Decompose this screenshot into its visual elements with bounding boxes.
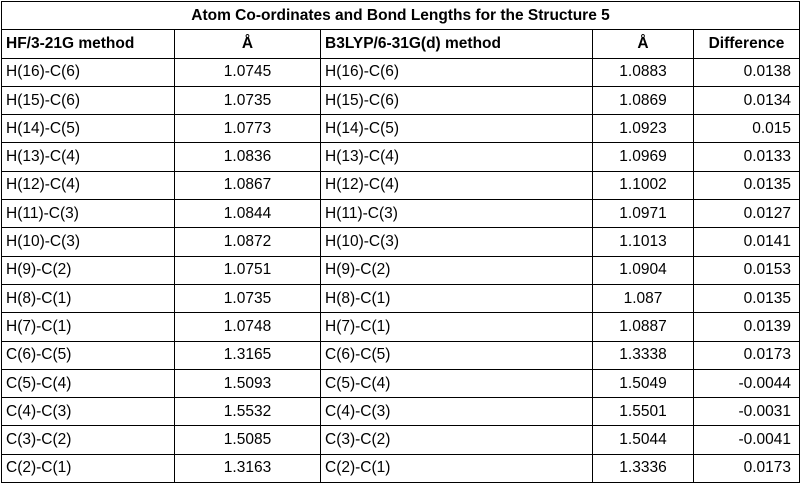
b3lyp-bond-cell: H(12)-C(4) [321, 171, 593, 199]
hf-bond-cell: H(11)-C(3) [2, 200, 175, 228]
difference-cell: 0.0173 [694, 341, 800, 369]
difference-cell: 0.0141 [694, 228, 800, 256]
table-row [2, 313, 800, 341]
bond-length-table [1, 1, 800, 483]
hf-length-cell: 1.0751 [175, 256, 321, 284]
table-row [2, 200, 800, 228]
b3lyp-length-cell: 1.0971 [593, 200, 694, 228]
b3lyp-length-cell: 1.087 [593, 284, 694, 312]
table-row [2, 369, 800, 397]
b3lyp-bond-cell: H(14)-C(5) [321, 115, 593, 143]
hf-bond-cell: H(7)-C(1) [2, 313, 175, 341]
b3lyp-bond-cell: C(6)-C(5) [321, 341, 593, 369]
difference-cell: -0.0031 [694, 398, 800, 426]
title-row [2, 2, 800, 30]
difference-cell: 0.0173 [694, 454, 800, 482]
hf-bond-cell: C(3)-C(2) [2, 426, 175, 454]
hf-bond-cell: H(16)-C(6) [2, 58, 175, 86]
difference-cell: 0.0134 [694, 86, 800, 114]
b3lyp-bond-cell: C(3)-C(2) [321, 426, 593, 454]
b3lyp-length-cell: 1.0883 [593, 58, 694, 86]
difference-cell: 0.0127 [694, 200, 800, 228]
hf-bond-cell: H(10)-C(3) [2, 228, 175, 256]
table-row [2, 341, 800, 369]
hf-length-cell: 1.0748 [175, 313, 321, 341]
difference-cell: 0.015 [694, 115, 800, 143]
table-body [2, 58, 800, 482]
header-hf-method: HF/3-21G method [2, 30, 175, 58]
hf-bond-cell: H(14)-C(5) [2, 115, 175, 143]
b3lyp-length-cell: 1.0869 [593, 86, 694, 114]
hf-length-cell: 1.5532 [175, 398, 321, 426]
table-row [2, 256, 800, 284]
hf-length-cell: 1.3163 [175, 454, 321, 482]
b3lyp-bond-cell: C(2)-C(1) [321, 454, 593, 482]
table-row [2, 454, 800, 482]
hf-length-cell: 1.0836 [175, 143, 321, 171]
b3lyp-length-cell: 1.1002 [593, 171, 694, 199]
hf-length-cell: 1.0844 [175, 200, 321, 228]
table-row [2, 58, 800, 86]
b3lyp-bond-cell: H(16)-C(6) [321, 58, 593, 86]
hf-bond-cell: H(15)-C(6) [2, 86, 175, 114]
b3lyp-bond-cell: H(13)-C(4) [321, 143, 593, 171]
b3lyp-length-cell: 1.5049 [593, 369, 694, 397]
difference-cell: -0.0044 [694, 369, 800, 397]
b3lyp-bond-cell: H(9)-C(2) [321, 256, 593, 284]
difference-cell: 0.0153 [694, 256, 800, 284]
header-difference: Difference [694, 30, 800, 58]
difference-cell: 0.0135 [694, 171, 800, 199]
hf-length-cell: 1.0745 [175, 58, 321, 86]
b3lyp-bond-cell: H(11)-C(3) [321, 200, 593, 228]
b3lyp-bond-cell: H(15)-C(6) [321, 86, 593, 114]
b3lyp-bond-cell: C(5)-C(4) [321, 369, 593, 397]
difference-cell: 0.0138 [694, 58, 800, 86]
hf-length-cell: 1.0735 [175, 86, 321, 114]
b3lyp-length-cell: 1.0904 [593, 256, 694, 284]
hf-bond-cell: H(12)-C(4) [2, 171, 175, 199]
b3lyp-length-cell: 1.3336 [593, 454, 694, 482]
header-hf-angstrom: Å [175, 30, 321, 58]
table-row [2, 284, 800, 312]
b3lyp-length-cell: 1.0887 [593, 313, 694, 341]
hf-length-cell: 1.5093 [175, 369, 321, 397]
hf-bond-cell: C(2)-C(1) [2, 454, 175, 482]
b3lyp-length-cell: 1.5044 [593, 426, 694, 454]
hf-length-cell: 1.0872 [175, 228, 321, 256]
difference-cell: 0.0135 [694, 284, 800, 312]
b3lyp-length-cell: 1.3338 [593, 341, 694, 369]
table-row [2, 143, 800, 171]
table-row [2, 426, 800, 454]
table-title: Atom Co-ordinates and Bond Lengths for the Structure 5 [2, 2, 800, 30]
hf-bond-cell: H(13)-C(4) [2, 143, 175, 171]
header-row [2, 30, 800, 58]
b3lyp-length-cell: 1.5501 [593, 398, 694, 426]
b3lyp-bond-cell: C(4)-C(3) [321, 398, 593, 426]
b3lyp-bond-cell: H(7)-C(1) [321, 313, 593, 341]
difference-cell: 0.0133 [694, 143, 800, 171]
b3lyp-bond-cell: H(8)-C(1) [321, 284, 593, 312]
b3lyp-length-cell: 1.0923 [593, 115, 694, 143]
table-row [2, 171, 800, 199]
hf-length-cell: 1.0735 [175, 284, 321, 312]
header-b3lyp-method: B3LYP/6-31G(d) method [321, 30, 593, 58]
header-b3lyp-angstrom: Å [593, 30, 694, 58]
hf-bond-cell: H(8)-C(1) [2, 284, 175, 312]
table-row [2, 115, 800, 143]
b3lyp-bond-cell: H(10)-C(3) [321, 228, 593, 256]
difference-cell: 0.0139 [694, 313, 800, 341]
hf-bond-cell: C(6)-C(5) [2, 341, 175, 369]
b3lyp-length-cell: 1.0969 [593, 143, 694, 171]
table-row [2, 86, 800, 114]
difference-cell: -0.0041 [694, 426, 800, 454]
table-row [2, 228, 800, 256]
table-row [2, 398, 800, 426]
hf-bond-cell: C(5)-C(4) [2, 369, 175, 397]
b3lyp-length-cell: 1.1013 [593, 228, 694, 256]
hf-length-cell: 1.0773 [175, 115, 321, 143]
hf-length-cell: 1.5085 [175, 426, 321, 454]
hf-bond-cell: C(4)-C(3) [2, 398, 175, 426]
hf-length-cell: 1.3165 [175, 341, 321, 369]
hf-length-cell: 1.0867 [175, 171, 321, 199]
hf-bond-cell: H(9)-C(2) [2, 256, 175, 284]
